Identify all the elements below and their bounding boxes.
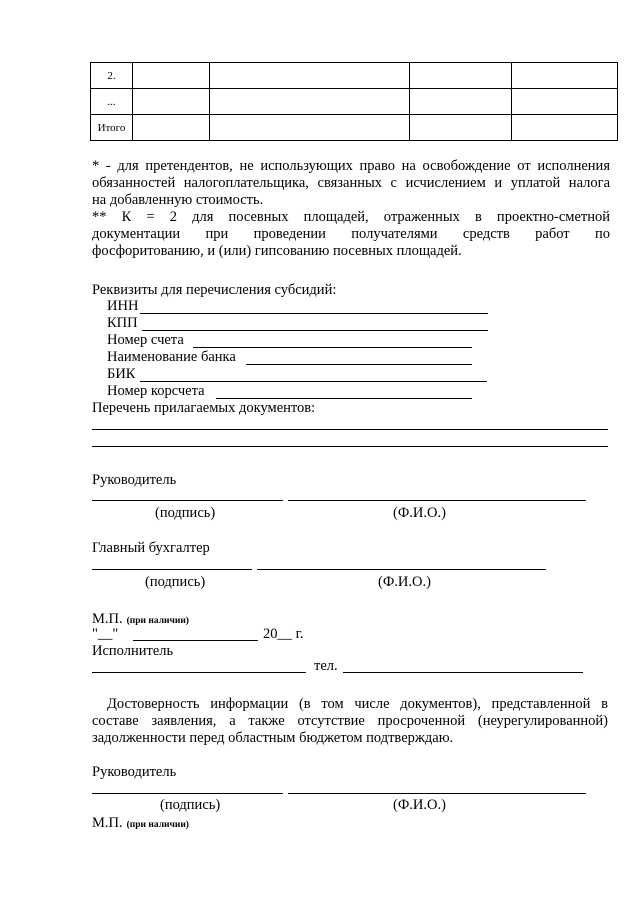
table-cell	[133, 115, 210, 141]
table-cell-num: Итого	[91, 115, 133, 141]
table-cell-num: 2.	[91, 63, 133, 89]
table-cell	[133, 63, 210, 89]
table-cell	[133, 89, 210, 115]
stamp-if-any: (при наличии)	[126, 616, 189, 626]
table-cell	[512, 115, 618, 141]
table-row	[91, 115, 618, 141]
table-cell	[512, 63, 618, 89]
chief-accountant-signature-line[interactable]	[92, 569, 252, 570]
confirmation-line3: задолженности перед областным бюджетом подтверждаю.	[92, 730, 454, 746]
bik-label: БИК	[107, 366, 136, 382]
table-row	[91, 63, 618, 89]
summary-table	[90, 62, 618, 141]
stamp-place-2	[92, 814, 189, 832]
executor-name-line[interactable]	[92, 672, 306, 673]
executor-label: Исполнитель	[92, 643, 174, 659]
table-cell	[210, 63, 410, 89]
confirmation-line1: Достоверность информации (в том числе документов), представленной в	[107, 696, 608, 712]
chief-accountant-signature-caption: (подпись)	[145, 574, 206, 590]
account-label: Номер счета	[107, 332, 184, 348]
requisites-heading: Реквизиты для перечисления субсидий:	[92, 282, 337, 298]
bank-label: Наименование банка	[107, 349, 236, 365]
corr-account-label: Номер корсчета	[107, 383, 205, 399]
head-signature-line-2[interactable]	[92, 793, 283, 794]
table-cell	[410, 89, 512, 115]
head-fio-line-2[interactable]	[288, 793, 586, 794]
stamp-label-2: М.П.	[92, 815, 123, 831]
note2-line1: ** К = 2 для посевных площадей, отраженных в проектно-сметной	[92, 209, 610, 225]
inn-label: ИНН	[107, 298, 139, 314]
phone-field-line[interactable]	[343, 672, 583, 673]
note2-line2: документации при проведении получателями средств работ по	[92, 226, 610, 242]
head-fio-line[interactable]	[288, 500, 586, 501]
date-month-line[interactable]	[133, 640, 258, 641]
chief-accountant-fio-caption: (Ф.И.О.)	[378, 574, 431, 590]
date-day[interactable]: "__"	[92, 626, 119, 642]
note1-line2: обязанностей налогоплательщика, связанных с исчислением и уплатой налога	[92, 175, 610, 191]
documents-line-1[interactable]	[92, 429, 608, 430]
documents-line-2[interactable]	[92, 446, 608, 447]
corr-account-field-line[interactable]	[216, 398, 472, 399]
stamp-label: М.П.	[92, 611, 123, 627]
table-row	[91, 89, 618, 115]
account-field-line[interactable]	[193, 347, 472, 348]
note1-line1: * - для претендентов, не использующих право на освобождение от исполнения	[92, 158, 610, 174]
chief-accountant-fio-line[interactable]	[257, 569, 546, 570]
kpp-label: КПП	[107, 315, 138, 331]
documents-heading: Перечень прилагаемых документов:	[92, 400, 316, 416]
bik-field-line[interactable]	[140, 381, 487, 382]
inn-field-line[interactable]	[140, 313, 488, 314]
note1-line3: на добавленную стоимость.	[92, 192, 264, 208]
head-fio-caption-2: (Ф.И.О.)	[393, 797, 446, 813]
note2-line3: фосфоритованию, и (или) гипсованию посевных площадей.	[92, 243, 462, 259]
head-signature-caption-2: (подпись)	[160, 797, 221, 813]
chief-accountant-label: Главный бухгалтер	[92, 540, 210, 556]
stamp-if-any-2: (при наличии)	[126, 820, 189, 830]
table-cell	[512, 89, 618, 115]
table-cell	[410, 63, 512, 89]
head-signature-caption: (подпись)	[155, 505, 216, 521]
table-cell	[210, 89, 410, 115]
confirmation-line2: составе заявления, а также отсутствие просроченной (неурегулированной)	[92, 713, 608, 729]
phone-label: тел.	[314, 658, 338, 674]
head-label: Руководитель	[92, 472, 177, 488]
kpp-field-line[interactable]	[142, 330, 488, 331]
head-fio-caption: (Ф.И.О.)	[393, 505, 446, 521]
head-signature-line[interactable]	[92, 500, 283, 501]
table-cell	[210, 115, 410, 141]
table-cell-num: ...	[91, 89, 133, 115]
bank-field-line[interactable]	[246, 364, 472, 365]
head-label-2: Руководитель	[92, 764, 177, 780]
date-year[interactable]: 20__ г.	[263, 626, 304, 642]
table-cell	[410, 115, 512, 141]
